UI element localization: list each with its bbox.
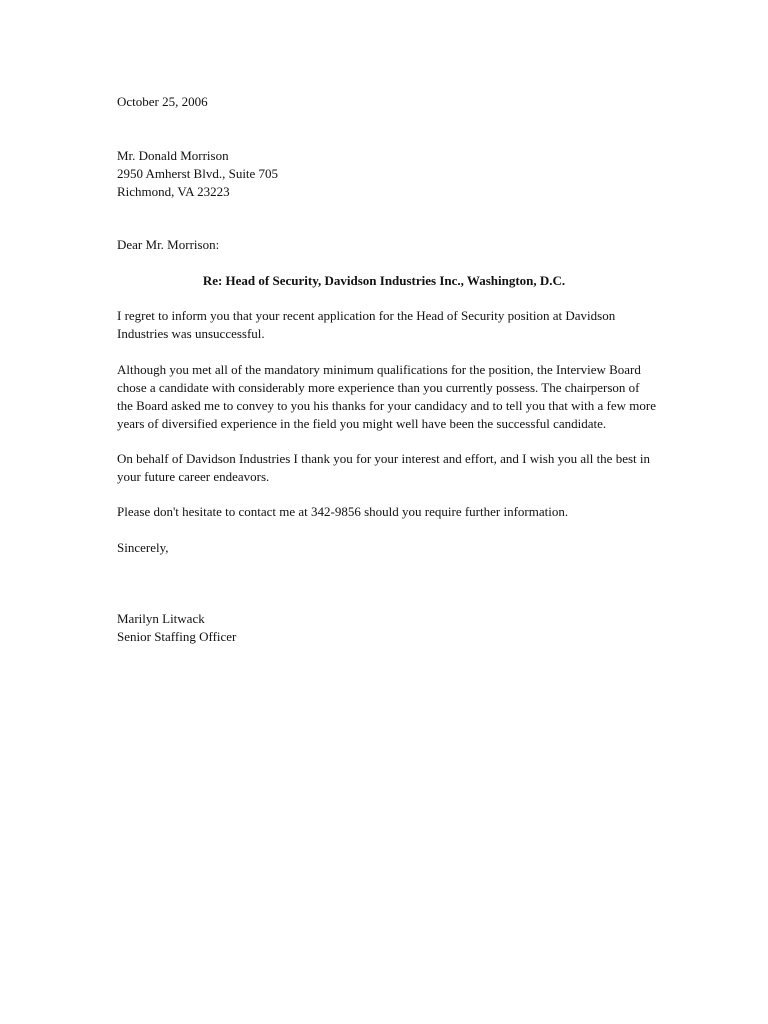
paragraph-line: Please don't hesitate to contact me at 342-9856 should you require further information.	[117, 504, 569, 519]
closing: Sincerely,	[117, 540, 169, 555]
paragraph-line: Although you met all of the mandatory minimum qualifications for the position, the Interview Board	[117, 362, 641, 377]
recipient-address-line1: 2950 Amherst Blvd., Suite 705	[117, 166, 279, 181]
subject-line: Re: Head of Security, Davidson Industries Inc., Washington, D.C.	[202, 273, 566, 288]
recipient-address	[117, 147, 278, 201]
body-paragraph-3	[117, 450, 650, 486]
recipient-name: Mr. Donald Morrison	[117, 148, 229, 163]
paragraph-line: chose a candidate with considerably more experience than you currently possess. The chairperson of	[117, 380, 640, 395]
body-paragraph-2	[117, 361, 656, 433]
salutation: Dear Mr. Morrison:	[117, 237, 220, 252]
recipient-address-line2: Richmond, VA 23223	[117, 184, 230, 199]
paragraph-line: the Board asked me to convey to you his thanks for your candidacy and to tell you that with a few more	[117, 398, 656, 413]
paragraph-line: years of diversified experience in the field you might well have been the successful candidate.	[117, 416, 607, 431]
signer-title: Senior Staffing Officer	[117, 629, 237, 644]
letter-date: October 25, 2006	[117, 94, 208, 109]
signer-name: Marilyn Litwack	[117, 611, 205, 626]
paragraph-line: On behalf of Davidson Industries I thank you for your interest and effort, and I wish you all the best in	[117, 451, 650, 466]
signature-block	[117, 610, 236, 646]
paragraph-line: Industries was unsuccessful.	[117, 326, 265, 341]
paragraph-line: I regret to inform you that your recent application for the Head of Security position at Davidson	[117, 308, 616, 323]
body-paragraph-1	[117, 307, 615, 343]
paragraph-line: your future career endeavors.	[117, 469, 270, 484]
body-paragraph-4	[117, 503, 568, 521]
